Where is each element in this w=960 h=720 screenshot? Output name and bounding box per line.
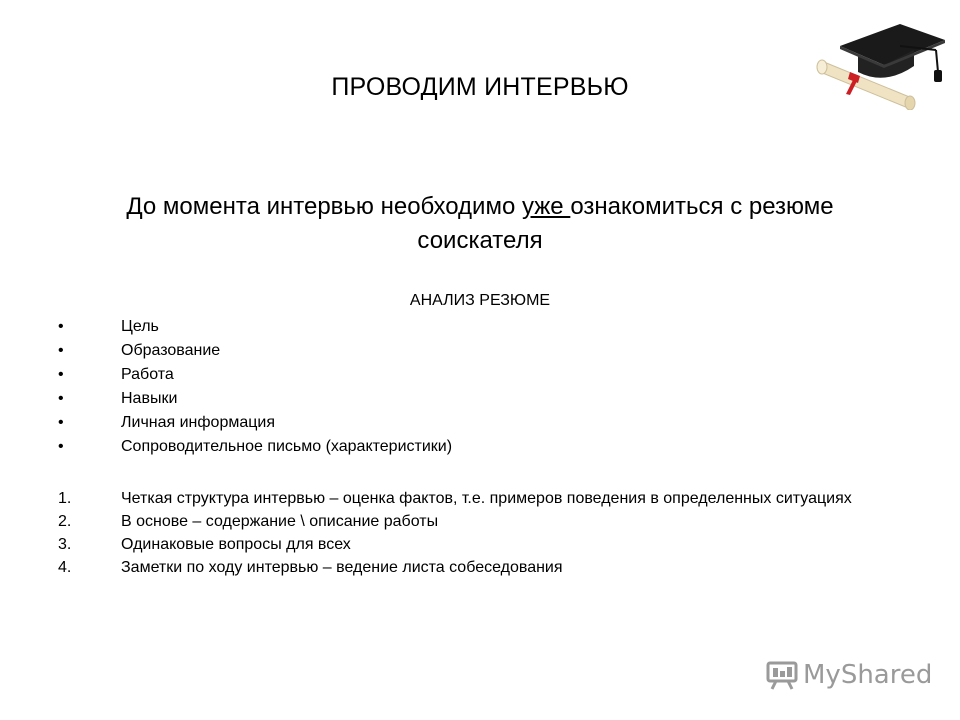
list-item-text: Навыки <box>121 390 178 407</box>
bullet-icon: • <box>58 342 64 359</box>
slide-subtitle <box>70 190 890 258</box>
list-item-text: Работа <box>121 366 174 383</box>
list-item-text: Образование <box>121 342 221 359</box>
subtitle-text-after: ознакомиться с резюме соискателя <box>417 193 834 254</box>
bullet-icon: • <box>58 390 64 407</box>
watermark-brand: MyShared <box>803 660 933 690</box>
numbered-item <box>0 489 900 508</box>
slide-title: ПРОВОДИМ ИНТЕРВЬЮ <box>331 73 629 101</box>
item-number: 2. <box>58 513 72 530</box>
myshared-logo-icon <box>765 658 799 692</box>
list-item-text: Цель <box>121 318 159 335</box>
numbered-item <box>0 512 900 531</box>
item-text: Одинаковые вопросы для всех <box>121 536 351 553</box>
subtitle-underlined-word: уже <box>521 193 571 220</box>
section-heading: АНАЛИЗ РЕЗЮМЕ <box>409 292 551 309</box>
numbered-item <box>0 558 900 577</box>
item-number: 4. <box>58 559 72 576</box>
myshared-watermark <box>765 655 935 695</box>
list-item-text: Личная информация <box>121 414 276 431</box>
subtitle-text-before: До момента интервью необходимо <box>126 193 522 220</box>
bullet-icon: • <box>58 366 64 383</box>
interview-rules-list <box>0 489 900 581</box>
bullet-icon: • <box>58 438 64 455</box>
graduation-cap-icon <box>810 10 950 110</box>
item-text: Заметки по ходу интервью – ведение листа собеседования <box>121 559 563 576</box>
bullet-icon: • <box>58 318 64 335</box>
bullet-icon: • <box>58 414 64 431</box>
numbered-item <box>0 535 900 554</box>
item-number: 3. <box>58 536 72 553</box>
item-text: В основе – содержание \ описание работы <box>121 513 439 530</box>
item-number: 1. <box>58 490 72 507</box>
list-item-text: Сопроводительное письмо (характеристики) <box>121 438 453 455</box>
cap-board <box>840 24 945 82</box>
item-text: Четкая структура интервью – оценка фактов, т.е. примеров поведения в определенных ситуациях <box>121 490 852 507</box>
